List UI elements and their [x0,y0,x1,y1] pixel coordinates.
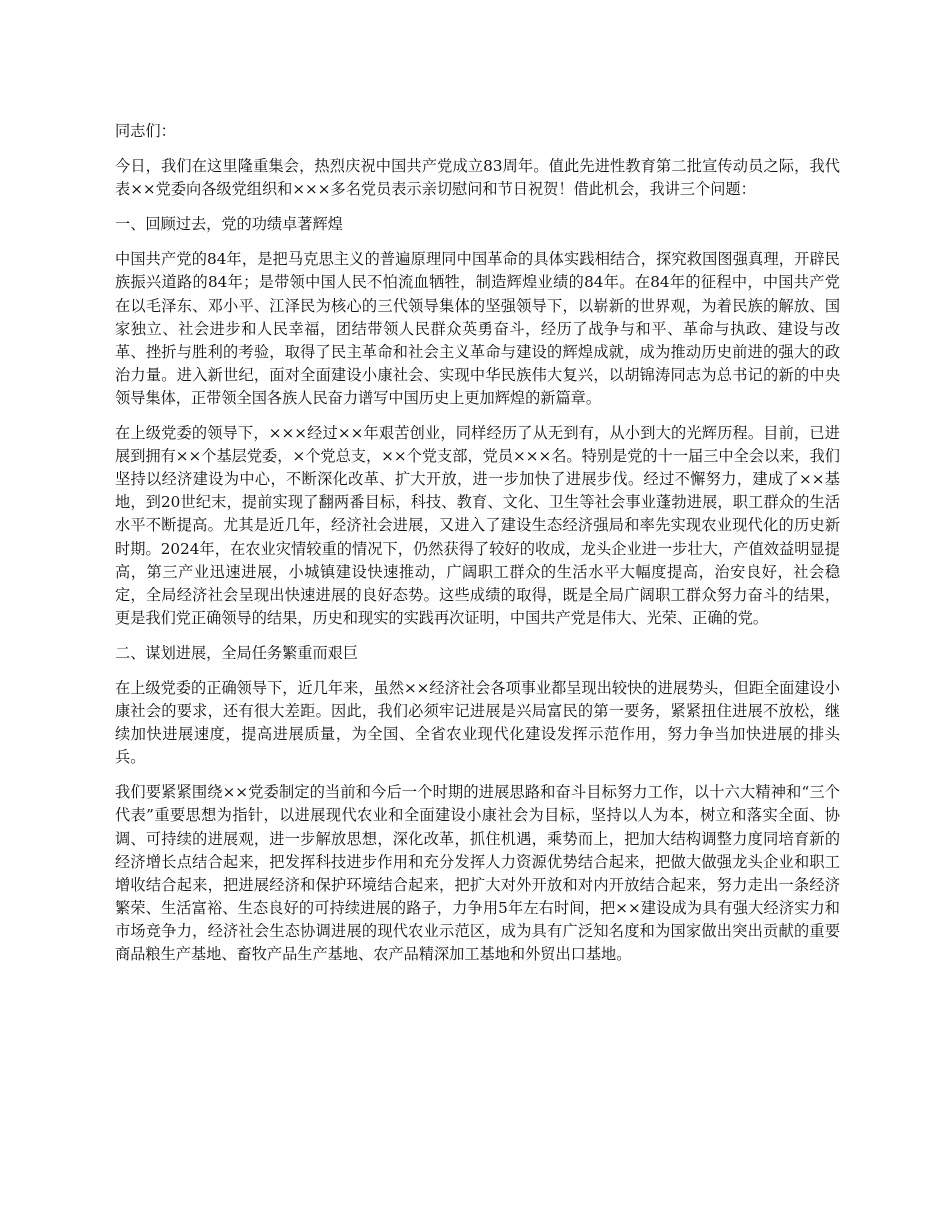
paragraph-history: 中国共产党的84年，是把马克思主义的普遍原理同中国革命的具体实践相结合，探究救国图强真理，开辟民族振兴道路的84年；是带领中国人民不怕流血牺牲，制造辉煌业绩的84年。在84年的征程中，中国共产党在以毛泽东、邓小平、江泽民为核心的三代领导集体的坚强领导下，以崭新的世界观，为着民族的解放、国家独立、社会进步和人民幸福，团结带领人民群众英勇奋斗，经历了战争与和平、革命与执政、建设与改革、挫折与胜利的考验，取得了民主革命和社会主义革命与建设的辉煌成就，成为推动历史前进的强大的政治力量。进入新世纪，面对全面建设小康社会、实现中华民族伟大复兴，以胡锦涛同志为总书记的新的中央领导集体，正带领全国各族人民奋力谱写中国历史上更加辉煌的新篇章。 [115,250,840,407]
paragraph-plan: 我们要紧紧围绕××党委制定的当前和今后一个时期的进展思路和奋斗目标努力工作，以十六大精神和“三个代表”重要思想为指针，以进展现代农业和全面建设小康社会为目标，坚持以人为本，树立和落实全面、协调、可持续的进展观，进一步解放思想，深化改革，抓住机遇，乘势而上，把加大结构调整力度同培育新的经济增长点结合起来，把发挥科技进步作用和充分发挥人力资源优势结合起来，把做大做强龙头企业和职工增收结合起来，把进展经济和保护环境结合起来，把扩大对外开放和对内开放结合起来，努力走出一条经济繁荣、生活富裕、生态良好的可持续进展的路子，力争用5年左右时间，把××建设成为具有强大经济实力和市场竞争力，经济社会生态协调进展的现代农业示范区，成为具有广泛知名度和为国家做出突出贡献的重要商品粮生产基地、畜牧产品生产基地、农产品精深加工基地和外贸出口基地。 [115,783,840,963]
paragraph-gap: 在上级党委的正确领导下，近几年来，虽然××经济社会各项事业都呈现出较快的进展势头，但距全面建设小康社会的要求，还有很大差距。因此，我们必须牢记进展是兴局富民的第一要务，紧紧扭住进展不放松，继续加快进展速度，提高进展质量，为全国、全省农业现代化建设发挥示范作用，努力争当加快进展的排头兵。 [115,678,840,767]
greeting: 同志们： [115,122,176,140]
section-heading-2: 二、谋划进展，全局任务繁重而艰巨 [115,643,358,662]
document-body [115,120,840,978]
paragraph-intro: 今日，我们在这里隆重集会，热烈庆祝中国共产党成立83周年。值此先进性教育第二批宣传动员之际，我代表××党委向各级党组织和×××多名党员表示亲切慰问和节日祝贺！借此机会，我讲三个问题： [115,157,840,199]
paragraph-achievements: 在上级党委的领导下，×××经过××年艰苦创业，同样经历了从无到有，从小到大的光辉历程。目前，已进展到拥有××个基层党委，×个党总支，××个党支部，党员×××名。特别是党的十一届三中全会以来，我们坚持以经济建设为中心，不断深化改革、扩大开放，进一步加快了进展步伐。经过不懈努力，建成了××基地，到20世纪末，提前实现了翻两番目标，科技、教育、文化、卫生等社会事业蓬勃进展，职工群众的生活水平不断提高。尤其是近几年，经济社会进展，又进入了建设生态经济强局和率先实现农业现代化的历史新时期。2024年，在农业灾情较重的情况下，仍然获得了较好的收成，龙头企业进一步壮大，产值效益明显提高，第三产业迅速进展，小城镇建设快速推动，广阔职工群众的生活水平大幅度提高，治安良好，社会稳定，全局经济社会呈现出快速进展的良好态势。这些成绩的取得，既是全局广阔职工群众努力奋斗的结果，更是我们党正确领导的结果，历史和现实的实践再次证明，中国共产党是伟大、光荣、正确的党。 [115,424,840,627]
section-heading-1: 一、回顾过去，党的功绩卓著辉煌 [115,215,343,234]
